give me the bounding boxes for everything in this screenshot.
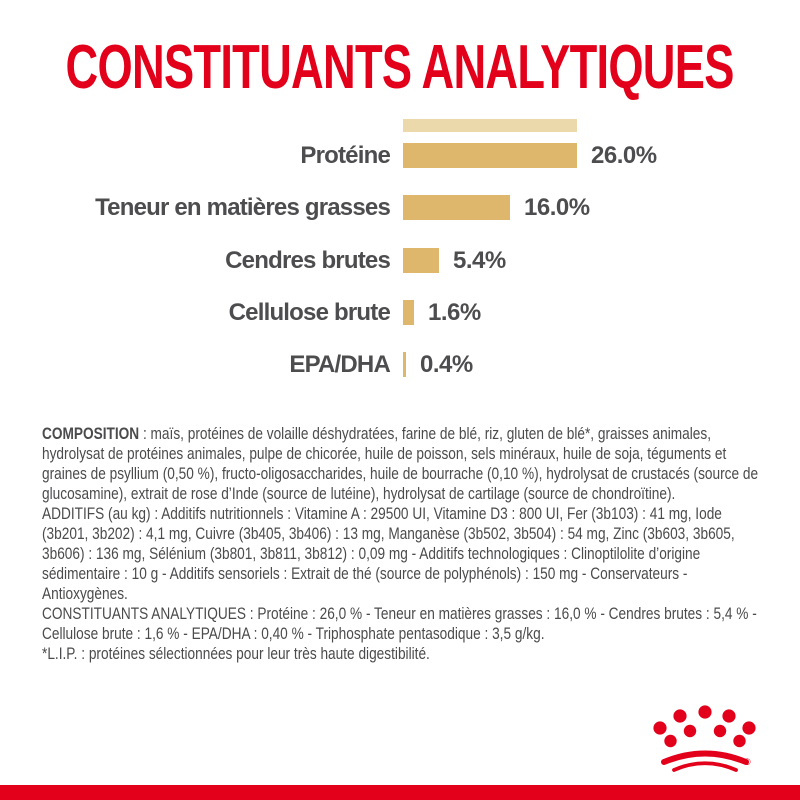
chart-value-label: 26.0% [591, 142, 657, 169]
chart-bar [403, 352, 406, 377]
lip-note: *L.I.P. : protéines sélectionnées pour leur très haute digestibilité. [42, 645, 430, 663]
constituants-paragraph: CONSTITUANTS ANALYTIQUES : Protéine : 26,0 % - Teneur en matières grasses : 16,0 % - Cendres brutes : 5,4 % - Cellulose brute : 1,6 % - EPA/DHA : 0,40 % - Triphosphate pentasodique : 3,5 g/kg. [42, 605, 757, 643]
registered-trademark-symbol: ® [744, 757, 751, 767]
chart-value-label: 5.4% [453, 247, 506, 274]
chart-value-label: 1.6% [428, 299, 481, 326]
composition-heading: COMPOSITION [42, 425, 140, 443]
chart-value-label: 0.4% [420, 351, 473, 378]
chart-value-label: 16.0% [524, 194, 590, 221]
composition-text: : maïs, protéines de volaille déshydratées, farine de blé, riz, gluten de blé*, graisses animales, hydrolysat de protéines animales, pulpe de chicorée, huile de poisson, sels minéraux, huile de soja, téguments et graines de psyllium (0,50 %), fructo-oligosaccharides, huile de bourrache (0,10 %), hydrolysat de crustacés (source de glucosamine), extrait de rose d’Inde (source de lutéine), hydrolysat de cartilage (source de chondroïtine). [42, 425, 759, 503]
chart-row-epa-dha [0, 352, 800, 377]
chart-row-label: EPA/DHA [289, 351, 390, 378]
royal-canin-crown-logo [645, 698, 765, 773]
ingredients-text-block [42, 424, 759, 664]
chart-row-label: Protéine [300, 142, 390, 169]
chart-row-label: Cendres brutes [225, 247, 390, 274]
chart-row-cellulose-brute [0, 300, 800, 325]
chart-bar [403, 300, 414, 325]
chart-row-label: Cellulose brute [228, 299, 390, 326]
chart-bar [403, 195, 510, 220]
chart-row-cendres-brutes [0, 248, 800, 273]
chart-row-proteine [0, 143, 800, 168]
chart-row-label: Teneur en matières grasses [95, 194, 390, 221]
footer-red-bar [0, 785, 800, 800]
composition-paragraph [42, 424, 759, 504]
chart-bar [403, 143, 577, 168]
chart-bar [403, 248, 439, 273]
cropped-bar-fragment [403, 119, 577, 132]
additifs-paragraph: ADDITIFS (au kg) : Additifs nutritionnels : Vitamine A : 29500 UI, Vitamine D3 : 800 UI, Fer (3b103) : 41 mg, Iode (3b201, 3b202) : 4,1 mg, Cuivre (3b405, 3b406) : 13 mg, Manganèse (3b502, 3b504) : 54 mg, Zinc (3b603, 3b605, 3b606) : 136 mg, Sélénium (3b801, 3b811, 3b812) : 0,09 mg - Additifs technologiques : Clinoptilolite d’origine sédimentaire : 10 g - Additifs sensoriels : Extrait de thé (source de polyphénols) : 150 mg - Conservateurs - Antioxygènes. [42, 505, 735, 603]
chart-row-matieres-grasses [0, 195, 800, 220]
page-title: CONSTITUANTS ANALYTIQUES [65, 33, 735, 102]
